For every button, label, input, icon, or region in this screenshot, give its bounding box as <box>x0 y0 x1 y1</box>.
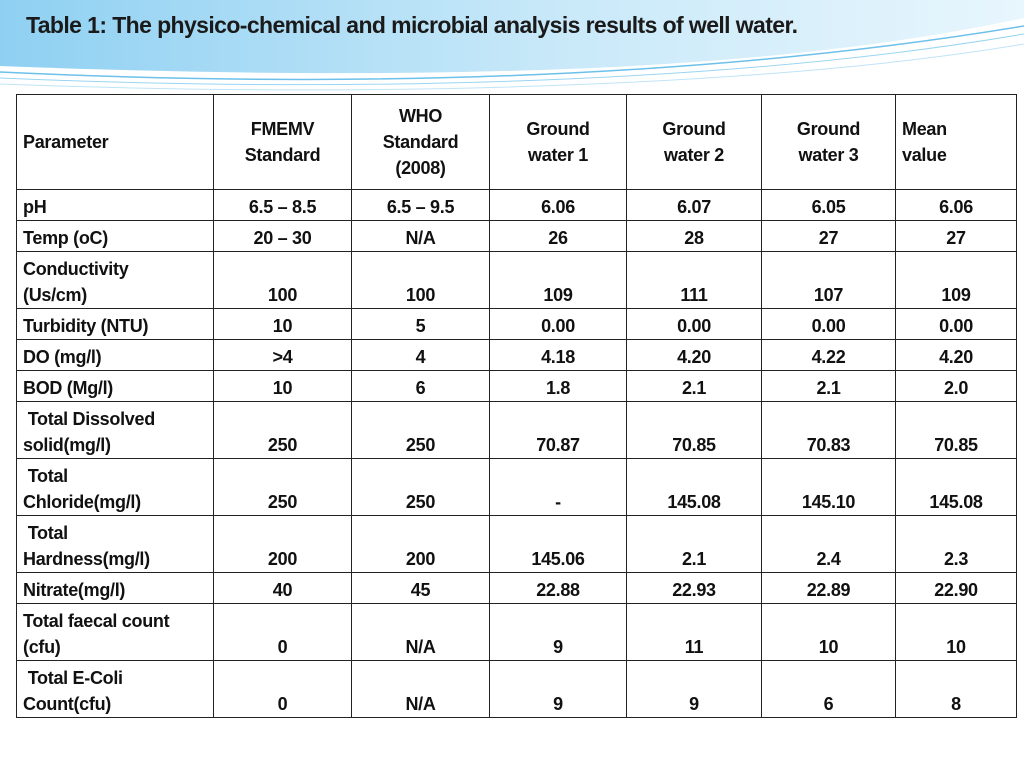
value-cell: 250 <box>352 459 490 516</box>
parameter-cell <box>17 661 214 718</box>
value-cell: 6 <box>352 371 490 402</box>
value-cell: 200 <box>352 516 490 573</box>
parameter-cell <box>17 340 214 371</box>
column-header-line: WHO <box>398 106 443 126</box>
parameter-cell <box>17 190 214 221</box>
value-cell: 10 <box>214 309 352 340</box>
value-cell: 145.08 <box>627 459 762 516</box>
value-cell: 1.8 <box>490 371 627 402</box>
value-cell: 9 <box>490 661 627 718</box>
parameter-label: Nitrate(mg/l) <box>23 580 126 600</box>
value-cell: 27 <box>896 221 1017 252</box>
table-row <box>17 459 1017 516</box>
column-header <box>896 95 1017 190</box>
parameter-label: pH <box>23 197 47 217</box>
column-header-line: Ground <box>796 119 861 139</box>
value-cell: 70.87 <box>490 402 627 459</box>
value-cell: 22.93 <box>627 573 762 604</box>
value-cell: 6.05 <box>762 190 896 221</box>
parameter-cell <box>17 309 214 340</box>
column-header-line: Standard <box>244 145 321 165</box>
column-header <box>214 95 352 190</box>
value-cell: N/A <box>352 604 490 661</box>
table-row <box>17 221 1017 252</box>
value-cell: 22.90 <box>896 573 1017 604</box>
value-cell: 0.00 <box>762 309 896 340</box>
value-cell: 0.00 <box>896 309 1017 340</box>
value-cell: 2.0 <box>896 371 1017 402</box>
value-cell: 2.3 <box>896 516 1017 573</box>
table-row <box>17 309 1017 340</box>
parameter-label: Hardness(mg/l) <box>23 549 150 569</box>
table-row <box>17 661 1017 718</box>
column-header-line: Ground <box>662 119 726 139</box>
analysis-results-table <box>16 94 1017 718</box>
table-row <box>17 604 1017 661</box>
column-header <box>627 95 762 190</box>
value-cell: 4.18 <box>490 340 627 371</box>
value-cell: 10 <box>896 604 1017 661</box>
value-cell: 6.06 <box>490 190 627 221</box>
value-cell: 6.5 – 9.5 <box>352 190 490 221</box>
value-cell: 11 <box>627 604 762 661</box>
parameter-label: (cfu) <box>23 637 61 657</box>
table-row <box>17 252 1017 309</box>
parameter-label: Turbidity (NTU) <box>23 316 149 336</box>
value-cell: 4.22 <box>762 340 896 371</box>
table-row <box>17 371 1017 402</box>
value-cell: 9 <box>490 604 627 661</box>
value-cell: 2.4 <box>762 516 896 573</box>
value-cell: 26 <box>490 221 627 252</box>
column-header <box>352 95 490 190</box>
value-cell: 145.10 <box>762 459 896 516</box>
column-header-line: FMEMV <box>250 119 315 139</box>
value-cell: 45 <box>352 573 490 604</box>
value-cell: - <box>490 459 627 516</box>
value-cell: N/A <box>352 221 490 252</box>
value-cell: 0.00 <box>627 309 762 340</box>
parameter-cell <box>17 252 214 309</box>
value-cell: 111 <box>627 252 762 309</box>
value-cell: 6.06 <box>896 190 1017 221</box>
parameter-label: DO (mg/l) <box>23 347 102 367</box>
value-cell: 109 <box>896 252 1017 309</box>
value-cell: 0 <box>214 661 352 718</box>
value-cell: 27 <box>762 221 896 252</box>
table-row <box>17 516 1017 573</box>
value-cell: 250 <box>214 459 352 516</box>
value-cell: 70.85 <box>627 402 762 459</box>
column-header-line: water 3 <box>798 145 859 165</box>
parameter-label: Count(cfu) <box>23 694 111 714</box>
header-row <box>17 95 1017 190</box>
value-cell: 20 – 30 <box>214 221 352 252</box>
parameter-cell <box>17 402 214 459</box>
column-header-line: (2008) <box>395 158 446 178</box>
value-cell: 9 <box>627 661 762 718</box>
parameter-label: Temp (oC) <box>23 228 108 248</box>
value-cell: 22.89 <box>762 573 896 604</box>
column-header-line: Mean <box>902 119 947 139</box>
value-cell: 109 <box>490 252 627 309</box>
value-cell: 28 <box>627 221 762 252</box>
value-cell: 0.00 <box>490 309 627 340</box>
parameter-label: Total E-Coli <box>23 668 123 688</box>
column-header-line: Standard <box>382 132 459 152</box>
table-header <box>17 95 1017 190</box>
parameter-cell <box>17 459 214 516</box>
value-cell: 10 <box>762 604 896 661</box>
column-header-line: water 1 <box>528 145 588 165</box>
value-cell: >4 <box>214 340 352 371</box>
value-cell: 4.20 <box>896 340 1017 371</box>
parameter-cell <box>17 604 214 661</box>
value-cell: 2.1 <box>627 516 762 573</box>
column-header <box>490 95 627 190</box>
value-cell: N/A <box>352 661 490 718</box>
column-header-line: Ground <box>526 119 590 139</box>
value-cell: 22.88 <box>490 573 627 604</box>
value-cell: 6.07 <box>627 190 762 221</box>
value-cell: 5 <box>352 309 490 340</box>
table-row <box>17 190 1017 221</box>
value-cell: 2.1 <box>762 371 896 402</box>
parameter-label: Total Dissolved <box>23 409 155 429</box>
table-title: Table 1: The physico-chemical and microbial analysis results of well water. <box>26 12 798 38</box>
parameter-label: Chloride(mg/l) <box>23 492 141 512</box>
table-row <box>17 402 1017 459</box>
value-cell: 40 <box>214 573 352 604</box>
value-cell: 70.85 <box>896 402 1017 459</box>
value-cell: 100 <box>214 252 352 309</box>
column-header-line: value <box>902 145 947 165</box>
parameter-label: (Us/cm) <box>23 285 87 305</box>
value-cell: 145.06 <box>490 516 627 573</box>
parameter-cell <box>17 516 214 573</box>
column-header <box>17 95 214 190</box>
table-body <box>17 190 1017 718</box>
parameter-label: BOD (Mg/l) <box>23 378 113 398</box>
value-cell: 6.5 – 8.5 <box>214 190 352 221</box>
parameter-cell <box>17 573 214 604</box>
parameter-label: Total <box>23 523 68 543</box>
value-cell: 4.20 <box>627 340 762 371</box>
value-cell: 250 <box>214 402 352 459</box>
table-row <box>17 573 1017 604</box>
parameter-cell <box>17 221 214 252</box>
value-cell: 200 <box>214 516 352 573</box>
value-cell: 107 <box>762 252 896 309</box>
value-cell: 8 <box>896 661 1017 718</box>
value-cell: 2.1 <box>627 371 762 402</box>
column-header <box>762 95 896 190</box>
value-cell: 0 <box>214 604 352 661</box>
column-header-line: water 2 <box>664 145 724 165</box>
parameter-label: solid(mg/l) <box>23 435 111 455</box>
value-cell: 145.08 <box>896 459 1017 516</box>
parameter-label: Total faecal count <box>23 611 170 631</box>
table-row <box>17 340 1017 371</box>
value-cell: 250 <box>352 402 490 459</box>
value-cell: 100 <box>352 252 490 309</box>
value-cell: 70.83 <box>762 402 896 459</box>
value-cell: 10 <box>214 371 352 402</box>
column-header-line: Parameter <box>23 132 109 152</box>
value-cell: 4 <box>352 340 490 371</box>
parameter-cell <box>17 371 214 402</box>
parameter-label: Total <box>23 466 68 486</box>
value-cell: 6 <box>762 661 896 718</box>
parameter-label: Conductivity <box>23 259 129 279</box>
